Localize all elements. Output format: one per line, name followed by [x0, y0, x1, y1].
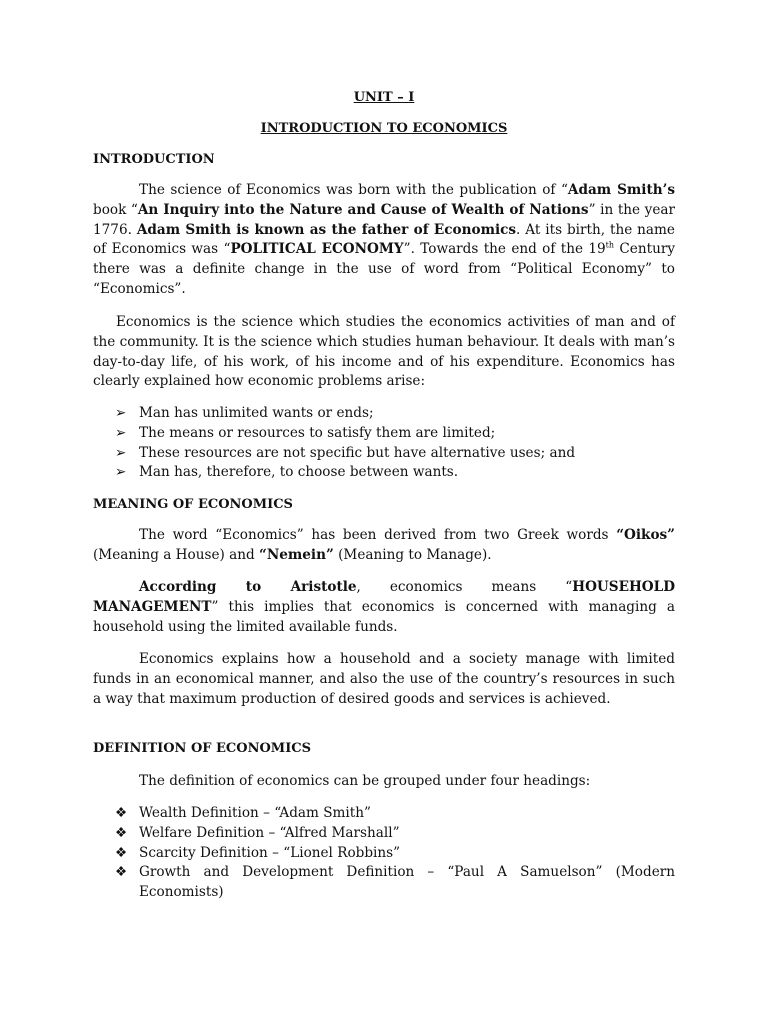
meaning-heading: MEANING OF ECONOMICS	[93, 497, 293, 512]
text: (Meaning a House) and	[93, 546, 259, 563]
text: ” this implies that economics is concerned with managing a household using the limited available funds.	[93, 598, 675, 635]
text: book “	[93, 201, 138, 218]
list-item-text: Man has unlimited wants or ends;	[139, 405, 374, 421]
text: The word “Economics” has been derived from two Greek words	[139, 527, 617, 543]
arrow-bullet-icon: ➢	[115, 464, 127, 481]
text: ” in the year 1776.	[93, 201, 675, 238]
bold-text: HOUSEHOLD MANAGEMENT	[93, 579, 675, 615]
list-item	[115, 463, 675, 483]
text: The science of Economics was born with the publication of “	[139, 182, 568, 198]
list-item	[115, 404, 675, 424]
list-item-text: Growth and Development Definition – “Paul A Samuelson” (Modern Economists)	[139, 864, 675, 901]
text: ”. Towards the end of the 19	[403, 241, 606, 258]
text: , economics means “	[356, 579, 573, 595]
text: (Meaning to Manage).	[333, 546, 492, 563]
list-item	[115, 824, 675, 844]
introduction-heading: INTRODUCTION	[93, 152, 215, 167]
meaning-paragraph-3: Economics explains how a household and a society manage with limited funds in an economical manner, and also the use of the country’s resources in such a way that maximum production of desired goods and services is achieved.	[93, 651, 675, 707]
list-item	[115, 424, 675, 444]
arrow-bullet-icon: ➢	[115, 444, 127, 461]
diamond-bullet-icon: ❖	[115, 864, 128, 881]
arrow-bullet-icon: ➢	[115, 405, 127, 421]
diamond-bullet-icon: ❖	[115, 824, 128, 841]
list-item-text: These resources are not specific but have alternative uses; and	[139, 444, 576, 461]
bold-text: “Oikos”	[616, 527, 675, 543]
introduction-paragraph-1	[93, 181, 675, 300]
list-item-text: Wealth Definition – “Adam Smith”	[139, 805, 371, 821]
list-item	[115, 863, 675, 903]
list-item-text: The means or resources to satisfy them are limited;	[139, 424, 496, 441]
meaning-paragraph-1	[93, 526, 675, 566]
introduction-paragraph-2: Economics is the science which studies the economics activities of man and of the community. It is the science which studies human behaviour. It deals with man’s day-to-day life, of his work, of his income and of his expenditure. Economics has clearly explained how economic problems arise:	[93, 314, 675, 390]
problems-list	[115, 404, 675, 483]
definitions-list	[115, 804, 675, 903]
unit-title: UNIT – I	[353, 90, 415, 105]
definition-intro: The definition of economics can be grouped under four headings:	[139, 773, 591, 789]
definition-heading: DEFINITION OF ECONOMICS	[93, 741, 312, 756]
list-item	[115, 444, 675, 464]
bold-text: Adam Smith is known as the father of Economics	[136, 221, 517, 238]
bold-text: According to Aristotle	[139, 579, 357, 595]
bold-text: An Inquiry into the Nature and Cause of Wealth of Nations	[137, 201, 589, 218]
list-item	[115, 804, 675, 824]
bold-text: POLITICAL ECONOMY	[230, 241, 404, 258]
diamond-bullet-icon: ❖	[115, 844, 128, 861]
arrow-bullet-icon: ➢	[115, 424, 127, 441]
meaning-paragraph-2	[93, 578, 675, 637]
bold-text: Adam Smith’s	[567, 182, 676, 198]
list-item	[115, 844, 675, 864]
list-item-text: Welfare Definition – “Alfred Marshall”	[139, 824, 400, 841]
list-item-text: Scarcity Definition – “Lionel Robbins”	[139, 844, 401, 861]
superscript: th	[605, 240, 615, 250]
text: . At its birth, the name of Economics was “	[93, 221, 675, 258]
text: Century there was a definite change in the use of word from “Political Economy” to “Economics”.	[93, 241, 675, 297]
chapter-title: INTRODUCTION TO ECONOMICS	[260, 121, 508, 136]
bold-text: “Nemein”	[259, 546, 334, 563]
diamond-bullet-icon: ❖	[115, 805, 128, 821]
list-item-text: Man has, therefore, to choose between wants.	[139, 464, 459, 481]
